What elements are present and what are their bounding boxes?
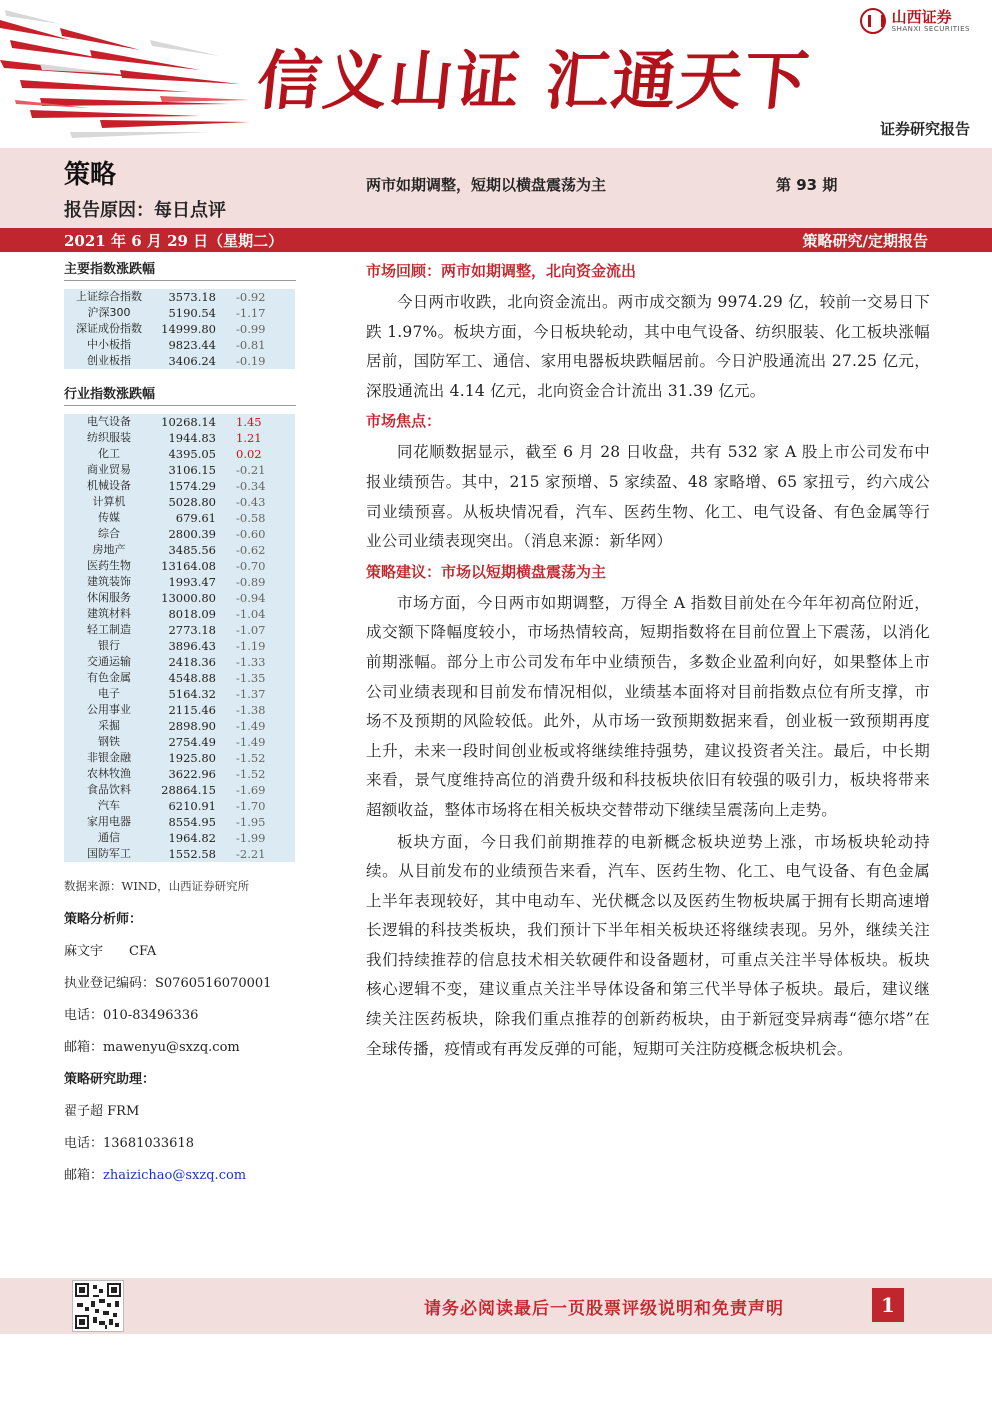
analyst-phone: 电话：010-83496336 bbox=[64, 1008, 199, 1023]
table-row bbox=[64, 686, 295, 702]
index-name: 银行 bbox=[98, 639, 120, 652]
table-row bbox=[64, 446, 295, 462]
table-row bbox=[64, 574, 295, 590]
index-change: -1.49 bbox=[236, 735, 266, 749]
index-name: 钢铁 bbox=[98, 735, 120, 748]
table-row bbox=[64, 494, 295, 510]
report-category: 策略 bbox=[64, 160, 117, 190]
index-name: 上证综合指数 bbox=[76, 290, 142, 303]
index-change: -0.34 bbox=[236, 479, 266, 493]
index-change: -1.37 bbox=[236, 687, 266, 701]
index-value: 28864.15 bbox=[161, 783, 216, 797]
table-row bbox=[64, 830, 295, 846]
index-name: 传媒 bbox=[98, 511, 120, 524]
logo-name-cn: 山西证券 bbox=[891, 8, 952, 26]
table-row bbox=[64, 337, 295, 353]
page-header bbox=[0, 0, 992, 148]
index-value: 2800.39 bbox=[168, 527, 216, 541]
report-headline: 两市如期调整，短期以横盘震荡为主 bbox=[366, 176, 607, 194]
table-row bbox=[64, 638, 295, 654]
index-value: 1925.80 bbox=[168, 751, 216, 765]
analyst-title: 策略分析师： bbox=[64, 912, 143, 927]
issue-number: 第 93 期 bbox=[776, 176, 838, 194]
index-value: 1552.58 bbox=[168, 847, 216, 861]
index-value: 3573.18 bbox=[168, 290, 216, 304]
brand-slogan: 信义山证 汇通天下 bbox=[253, 44, 814, 119]
logo-name-en: SHANXI SECURITIES bbox=[891, 25, 970, 33]
index-value: 5164.32 bbox=[168, 687, 216, 701]
index-name: 电气设备 bbox=[87, 415, 131, 428]
analyst-block bbox=[64, 904, 296, 1192]
index-value: 1944.83 bbox=[168, 431, 216, 445]
table-row bbox=[64, 782, 295, 798]
section-strategy-text-2: 板块方面，今日我们前期推荐的电新概念板块逆势上涨，市场板块轮动持续。从目前发布的业绩预告来看，汽车、医药生物、化工、电气设备、有色金属上半年表现较好，其中电动车、光伏概念以及医药生物板块属于拥有长期高速增长逻辑的科技类板块，我们预计下半年相关板块还将继续表现。另外，继续关注我们持续推荐的信息技术相关软硬件和设备题材，可重点关注半导体板块。板块核心逻辑不变，建议重点关注半导体设备和第三代半导体子板块。最后，建议继续关注医药板块，除我们重点推荐的创新药板块，由于新冠变异病毒“德尔塔”在全球传播，疫情或有再发反弹的可能，短期可关注防疫概念板块机会。 bbox=[366, 832, 930, 1058]
data-source: 数据来源：WIND，山西证券研究所 bbox=[64, 879, 250, 893]
index-change: -0.21 bbox=[236, 463, 266, 477]
index-name: 非银金融 bbox=[87, 751, 131, 764]
index-value: 1574.29 bbox=[168, 479, 216, 493]
index-name: 有色金属 bbox=[87, 671, 131, 684]
qr-code-graphic bbox=[73, 1281, 123, 1331]
table-row bbox=[64, 814, 295, 830]
index-change: -2.21 bbox=[236, 847, 266, 861]
index-value: 1993.47 bbox=[168, 575, 216, 589]
index-change: 1.45 bbox=[236, 415, 262, 429]
index-value: 679.61 bbox=[175, 511, 216, 525]
index-value: 13164.08 bbox=[161, 559, 216, 573]
page-number: 1 bbox=[872, 1288, 904, 1322]
index-change: -0.19 bbox=[236, 354, 266, 368]
index-name: 中小板指 bbox=[87, 338, 131, 351]
index-change: -1.70 bbox=[236, 799, 266, 813]
index-name: 农林牧渔 bbox=[87, 767, 131, 780]
analyst-name: 麻文宇 CFA bbox=[64, 944, 157, 959]
index-value: 2115.46 bbox=[168, 703, 216, 717]
index-name: 通信 bbox=[98, 831, 120, 844]
disclaimer-notice: 请务必阅读最后一页股票评级说明和免责声明 bbox=[424, 1299, 784, 1319]
index-change: -0.92 bbox=[236, 290, 266, 304]
table-row bbox=[64, 654, 295, 670]
analyst-email[interactable]: 邮箱：mawenyu@sxzq.com bbox=[64, 1040, 240, 1055]
index-value: 3896.43 bbox=[168, 639, 216, 653]
table-row bbox=[64, 606, 295, 622]
table-row bbox=[64, 622, 295, 638]
industry-index-title: 行业指数涨跌幅 bbox=[64, 383, 296, 406]
section-market-focus-title: 市场焦点： bbox=[366, 412, 442, 431]
section-strategy-title: 策略建议：市场以短期横盘震荡为主 bbox=[366, 562, 607, 581]
assistant-email-link[interactable]: zhaizichao@sxzq.com bbox=[103, 1168, 247, 1183]
index-name: 深证成份指数 bbox=[76, 322, 142, 335]
index-value: 14999.80 bbox=[161, 322, 216, 336]
index-change: -1.52 bbox=[236, 751, 266, 765]
index-change: -1.52 bbox=[236, 767, 266, 781]
table-row bbox=[64, 462, 295, 478]
industry-index-table bbox=[64, 414, 295, 862]
index-value: 5190.54 bbox=[168, 306, 216, 320]
index-change: -1.07 bbox=[236, 623, 266, 637]
index-name: 化工 bbox=[98, 447, 120, 460]
logo-icon bbox=[860, 8, 886, 34]
main-index-table bbox=[64, 289, 295, 369]
index-name: 综合 bbox=[98, 527, 120, 540]
index-value: 1964.82 bbox=[168, 831, 216, 845]
index-value: 13000.80 bbox=[161, 591, 216, 605]
table-row bbox=[64, 590, 295, 606]
table-row bbox=[64, 478, 295, 494]
index-change: -1.17 bbox=[236, 306, 266, 320]
assistant-phone: 电话：13681033618 bbox=[64, 1136, 194, 1151]
index-change: -1.35 bbox=[236, 671, 266, 685]
index-value: 4548.88 bbox=[168, 671, 216, 685]
table-row bbox=[64, 526, 295, 542]
assistant-title: 策略研究助理： bbox=[64, 1072, 156, 1087]
index-name: 沪深300 bbox=[87, 306, 131, 319]
index-change: -1.99 bbox=[236, 831, 266, 845]
table-row bbox=[64, 542, 295, 558]
index-name: 食品饮料 bbox=[87, 783, 131, 796]
index-name: 纺织服装 bbox=[87, 431, 131, 444]
index-name: 电子 bbox=[98, 687, 120, 700]
index-name: 创业板指 bbox=[87, 354, 131, 367]
assistant-email-label: 邮箱： bbox=[64, 1168, 104, 1183]
company-logo bbox=[860, 8, 970, 34]
index-change: -0.58 bbox=[236, 511, 266, 525]
index-change: -0.81 bbox=[236, 338, 266, 352]
table-row bbox=[64, 734, 295, 750]
index-change: -1.33 bbox=[236, 655, 266, 669]
index-name: 医药生物 bbox=[87, 559, 131, 572]
index-change: -1.95 bbox=[236, 815, 266, 829]
index-name: 汽车 bbox=[98, 799, 120, 812]
index-value: 8554.95 bbox=[168, 815, 216, 829]
report-reason: 报告原因：每日点评 bbox=[64, 200, 226, 221]
table-row bbox=[64, 558, 295, 574]
index-value: 2773.18 bbox=[168, 623, 216, 637]
index-change: -0.62 bbox=[236, 543, 266, 557]
index-change: -0.94 bbox=[236, 591, 266, 605]
index-name: 房地产 bbox=[92, 543, 126, 556]
index-name: 建筑材料 bbox=[87, 607, 131, 620]
assistant-name: 翟子超 FRM bbox=[64, 1104, 140, 1119]
index-name: 公用事业 bbox=[87, 703, 131, 716]
index-name: 休闲服务 bbox=[87, 591, 131, 604]
section-market-review-title: 市场回顾：两市如期调整，北向资金流出 bbox=[366, 262, 637, 280]
report-kind: 策略研究/定期报告 bbox=[802, 232, 928, 250]
index-value: 2754.49 bbox=[168, 735, 216, 749]
index-value: 6210.91 bbox=[168, 799, 216, 813]
table-row bbox=[64, 414, 295, 430]
index-value: 5028.80 bbox=[168, 495, 216, 509]
index-name: 交通运输 bbox=[87, 655, 131, 668]
index-change: -0.99 bbox=[236, 322, 266, 336]
index-value: 2418.36 bbox=[168, 655, 216, 669]
index-name: 采掘 bbox=[98, 719, 120, 732]
index-name: 家用电器 bbox=[87, 815, 131, 828]
table-row bbox=[64, 430, 295, 446]
date-bar bbox=[0, 228, 992, 252]
index-name: 轻工制造 bbox=[87, 623, 131, 636]
index-change: -0.89 bbox=[236, 575, 266, 589]
section-strategy-text-1: 市场方面，今日两市如期调整，万得全 A 指数目前处在今年年初高位附近，成交额下降幅度较小，市场热情较高，短期指数将在目前位置上下震荡，以消化前期涨幅。部分上市公司发布年中业绩预告，多数企业盈利向好，如果整体上市公司业绩表现和目前发布情况相似，业绩基本面将对目前指数点位有所支撑，市场不及预期的风险较低。此外，从市场一致预期数据来看，创业板一致预期再度上升，未来一段时间创业板或将继续维持强势，建议投资者关注。最后，中长期来看，景气度维持高位的消费升级和科技板块依旧有较强的吸引力，板块将带来超额收益，整体市场将在相关板块交替带动下继续呈震荡向上走势。 bbox=[366, 593, 930, 819]
index-value: 8018.09 bbox=[168, 607, 216, 621]
sidebar bbox=[64, 258, 296, 1192]
index-change: -0.70 bbox=[236, 559, 266, 573]
index-change: -1.19 bbox=[236, 639, 266, 653]
report-type-label: 证券研究报告 bbox=[879, 120, 970, 138]
index-change: -0.43 bbox=[236, 495, 266, 509]
red-arrows-decoration bbox=[0, 0, 260, 148]
index-change: -0.60 bbox=[236, 527, 266, 541]
table-row bbox=[64, 750, 295, 766]
index-name: 计算机 bbox=[92, 495, 126, 508]
table-row bbox=[64, 289, 295, 305]
index-name: 国防军工 bbox=[87, 847, 131, 860]
qr-code-icon bbox=[72, 1280, 124, 1332]
index-value: 2898.90 bbox=[168, 719, 216, 733]
index-name: 建筑装饰 bbox=[87, 575, 131, 588]
table-row bbox=[64, 702, 295, 718]
index-name: 商业贸易 bbox=[87, 463, 131, 476]
index-value: 3485.56 bbox=[168, 543, 216, 557]
table-row bbox=[64, 353, 295, 369]
index-value: 3106.15 bbox=[168, 463, 216, 477]
table-row bbox=[64, 321, 295, 337]
table-row bbox=[64, 718, 295, 734]
page-footer bbox=[0, 1278, 992, 1334]
index-change: -1.69 bbox=[236, 783, 266, 797]
section-market-review-text: 今日两市收跌，北向资金流出。两市成交额为 9974.29 亿，较前一交易日下跌 1.97%。板块方面，今日板块轮动，其中电气设备、纺织服装、化工板块涨幅居前，国防军工、通信、家用电器板块跌幅居前。今日沪股通流出 27.25 亿元，深股通流出 4.14 亿元，北向资金合计流出 31.39 亿元。 bbox=[366, 293, 930, 400]
index-change: 1.21 bbox=[236, 431, 262, 445]
table-row bbox=[64, 305, 295, 321]
assistant-email-row bbox=[64, 1160, 296, 1192]
index-value: 10268.14 bbox=[161, 415, 216, 429]
main-index-title: 主要指数涨跌幅 bbox=[64, 258, 296, 281]
index-change: -1.04 bbox=[236, 607, 266, 621]
section-market-focus-text: 同花顺数据显示，截至 6 月 28 日收盘，共有 532 家 A 股上市公司发布中报业绩预告。其中，215 家预增、5 家续盈、48 家略增、65 家扭亏，约六成公司业绩预喜。从板块情况看，汽车、医药生物、化工、电气设备、有色金属等行业公司业绩表现突出。（消息来源：新华网） bbox=[366, 443, 930, 551]
index-value: 3622.96 bbox=[168, 767, 216, 781]
table-row bbox=[64, 766, 295, 782]
table-row bbox=[64, 670, 295, 686]
table-row bbox=[64, 798, 295, 814]
index-value: 4395.05 bbox=[168, 447, 216, 461]
main-content bbox=[366, 258, 930, 1064]
index-value: 3406.24 bbox=[168, 354, 216, 368]
table-row bbox=[64, 510, 295, 526]
index-change: -1.49 bbox=[236, 719, 266, 733]
table-row bbox=[64, 846, 295, 862]
index-change: 0.02 bbox=[236, 447, 262, 461]
index-value: 9823.44 bbox=[168, 338, 216, 352]
report-date: 2021 年 6 月 29 日（星期二） bbox=[64, 232, 284, 250]
title-band bbox=[0, 148, 992, 228]
index-change: -1.38 bbox=[236, 703, 266, 717]
analyst-registration: 执业登记编码：S0760516070001 bbox=[64, 976, 272, 991]
index-name: 机械设备 bbox=[87, 479, 131, 492]
